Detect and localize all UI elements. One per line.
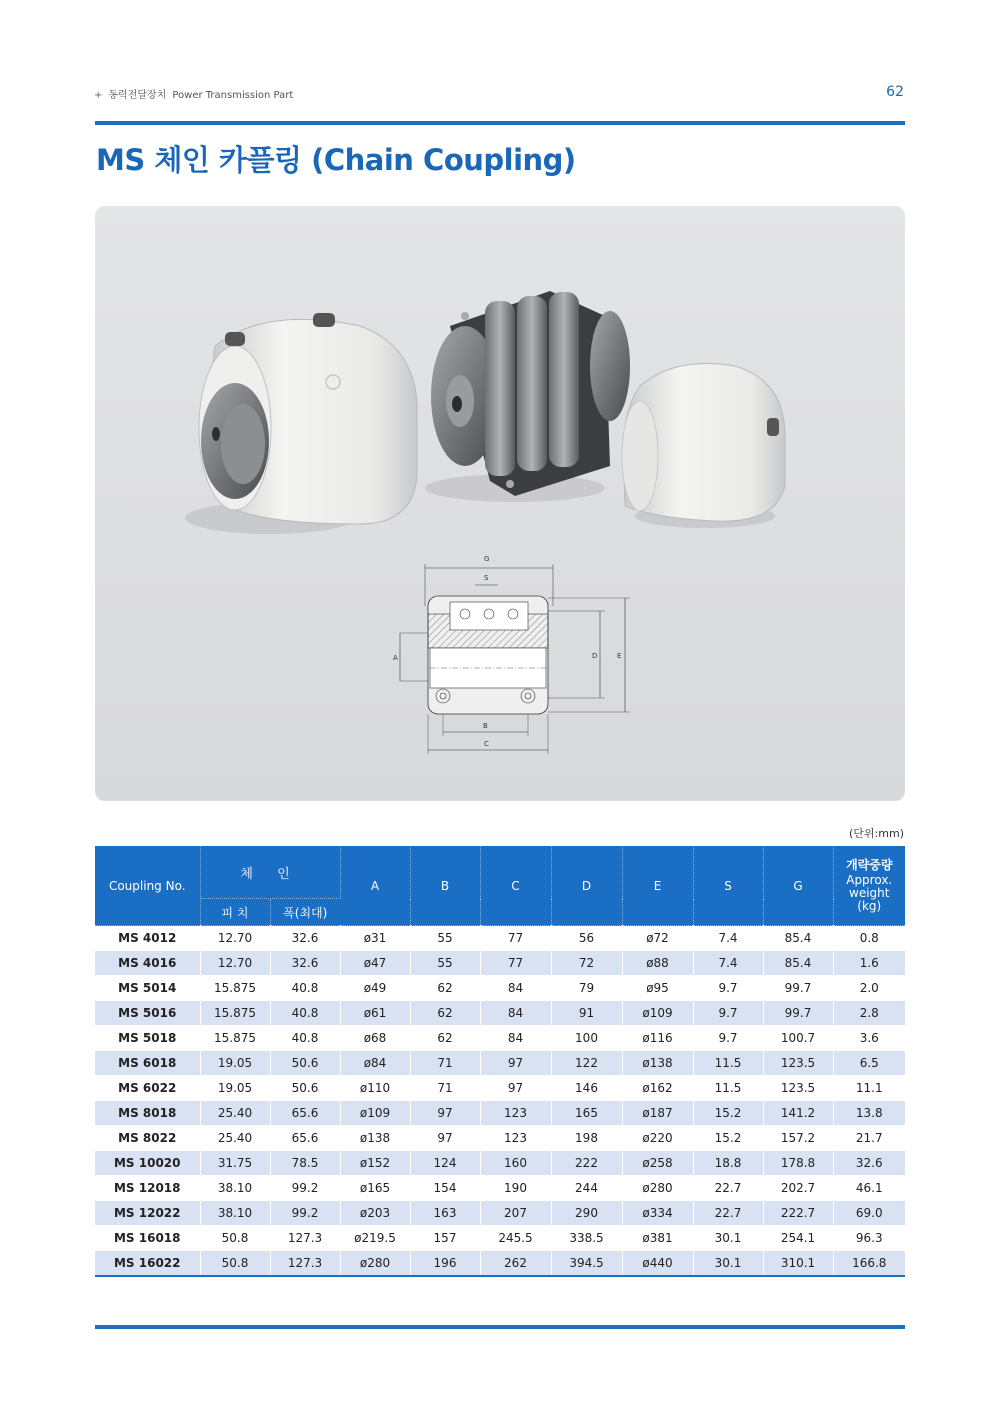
cell-pitch: 15.875 <box>200 1001 270 1026</box>
cell-a: ø31 <box>340 926 410 951</box>
cell-c: 97 <box>480 1051 551 1076</box>
cell-weight: 0.8 <box>833 926 905 951</box>
table-row <box>95 1201 905 1226</box>
cell-s: 30.1 <box>693 1226 763 1251</box>
cell-a: ø109 <box>340 1101 410 1126</box>
cell-g: 202.7 <box>763 1176 833 1201</box>
page-number: 62 <box>886 84 904 100</box>
header-c: C <box>480 846 551 926</box>
cell-b: 97 <box>410 1101 480 1126</box>
cell-s: 22.7 <box>693 1176 763 1201</box>
cell-b: 196 <box>410 1251 480 1277</box>
cell-model: MS 8018 <box>95 1101 200 1126</box>
top-rule <box>95 121 905 125</box>
cell-s: 7.4 <box>693 951 763 976</box>
cell-pitch: 19.05 <box>200 1051 270 1076</box>
cell-model: MS 12022 <box>95 1201 200 1226</box>
cell-c: 207 <box>480 1201 551 1226</box>
cell-e: ø138 <box>622 1051 693 1076</box>
cell-pitch: 50.8 <box>200 1226 270 1251</box>
cell-weight: 46.1 <box>833 1176 905 1201</box>
cell-c: 190 <box>480 1176 551 1201</box>
cell-c: 262 <box>480 1251 551 1277</box>
plus-icon: + <box>94 90 103 101</box>
cell-weight: 166.8 <box>833 1251 905 1277</box>
cell-model: MS 5014 <box>95 976 200 1001</box>
cell-d: 146 <box>551 1076 622 1101</box>
unit-note: (단위:mm) <box>849 827 904 840</box>
cell-c: 84 <box>480 1026 551 1051</box>
cell-pitch: 15.875 <box>200 1026 270 1051</box>
cell-weight: 96.3 <box>833 1226 905 1251</box>
cell-s: 15.2 <box>693 1126 763 1151</box>
cell-s: 30.1 <box>693 1251 763 1277</box>
label-g: G <box>484 555 490 563</box>
cell-b: 62 <box>410 976 480 1001</box>
cell-b: 55 <box>410 926 480 951</box>
cell-s: 15.2 <box>693 1101 763 1126</box>
header-pitch: 피 치 <box>200 899 270 926</box>
cell-b: 163 <box>410 1201 480 1226</box>
cell-g: 99.7 <box>763 1001 833 1026</box>
cell-weight: 3.6 <box>833 1026 905 1051</box>
cell-model: MS 5016 <box>95 1001 200 1026</box>
cell-d: 91 <box>551 1001 622 1026</box>
label-d: D <box>592 652 598 660</box>
cell-b: 97 <box>410 1126 480 1151</box>
cell-d: 290 <box>551 1201 622 1226</box>
cell-width: 40.8 <box>270 976 340 1001</box>
cell-g: 141.2 <box>763 1101 833 1126</box>
cell-b: 71 <box>410 1051 480 1076</box>
header-a: A <box>340 846 410 926</box>
cell-width: 127.3 <box>270 1226 340 1251</box>
cell-a: ø138 <box>340 1126 410 1151</box>
cell-d: 198 <box>551 1126 622 1151</box>
cell-pitch: 12.70 <box>200 926 270 951</box>
cell-g: 178.8 <box>763 1151 833 1176</box>
cell-a: ø152 <box>340 1151 410 1176</box>
cell-c: 160 <box>480 1151 551 1176</box>
cell-g: 99.7 <box>763 976 833 1001</box>
cell-pitch: 19.05 <box>200 1076 270 1101</box>
label-a: A <box>393 654 398 662</box>
cell-model: MS 12018 <box>95 1176 200 1201</box>
header-b: B <box>410 846 480 926</box>
cell-a: ø110 <box>340 1076 410 1101</box>
cover-half-photo <box>622 364 785 529</box>
cell-b: 62 <box>410 1026 480 1051</box>
cell-a: ø219.5 <box>340 1226 410 1251</box>
cell-c: 84 <box>480 1001 551 1026</box>
cell-s: 9.7 <box>693 976 763 1001</box>
table-row <box>95 1001 905 1026</box>
header-weight-approx: Approx. <box>846 872 893 887</box>
cell-pitch: 25.40 <box>200 1101 270 1126</box>
cell-c: 123 <box>480 1101 551 1126</box>
cell-width: 50.6 <box>270 1076 340 1101</box>
cell-g: 310.1 <box>763 1251 833 1277</box>
cell-e: ø88 <box>622 951 693 976</box>
cell-e: ø109 <box>622 1001 693 1026</box>
table-row <box>95 1126 905 1151</box>
header-width: 폭(최대) <box>270 899 340 926</box>
bottom-rule <box>95 1325 905 1329</box>
cell-e: ø95 <box>622 976 693 1001</box>
spec-table <box>95 846 905 1277</box>
cell-a: ø84 <box>340 1051 410 1076</box>
cell-a: ø68 <box>340 1026 410 1051</box>
cell-e: ø381 <box>622 1226 693 1251</box>
table-row <box>95 1251 905 1277</box>
cell-e: ø72 <box>622 926 693 951</box>
cell-d: 338.5 <box>551 1226 622 1251</box>
cell-pitch: 38.10 <box>200 1201 270 1226</box>
header-e: E <box>622 846 693 926</box>
table-row <box>95 1151 905 1176</box>
assembled-coupling-photo <box>185 313 417 534</box>
cell-model: MS 6022 <box>95 1076 200 1101</box>
spec-table-body <box>95 926 905 1277</box>
table-row <box>95 976 905 1001</box>
category-korean: 동력전달장치 <box>108 90 167 101</box>
cell-a: ø165 <box>340 1176 410 1201</box>
cell-g: 85.4 <box>763 926 833 951</box>
cell-d: 122 <box>551 1051 622 1076</box>
cell-b: 124 <box>410 1151 480 1176</box>
header-g: G <box>763 846 833 926</box>
cell-width: 78.5 <box>270 1151 340 1176</box>
cell-model: MS 10020 <box>95 1151 200 1176</box>
cell-width: 99.2 <box>270 1201 340 1226</box>
cell-s: 22.7 <box>693 1201 763 1226</box>
cell-model: MS 8022 <box>95 1126 200 1151</box>
cell-g: 123.5 <box>763 1051 833 1076</box>
cell-s: 11.5 <box>693 1051 763 1076</box>
cell-g: 157.2 <box>763 1126 833 1151</box>
cell-width: 40.8 <box>270 1001 340 1026</box>
table-row <box>95 1076 905 1101</box>
cell-width: 65.6 <box>270 1101 340 1126</box>
cell-s: 9.7 <box>693 1001 763 1026</box>
cell-s: 18.8 <box>693 1151 763 1176</box>
cell-model: MS 16022 <box>95 1251 200 1277</box>
cell-b: 55 <box>410 951 480 976</box>
cell-weight: 69.0 <box>833 1201 905 1226</box>
cell-width: 32.6 <box>270 926 340 951</box>
page-title: MS 체인 카플링 (Chain Coupling) <box>96 143 576 177</box>
cell-g: 123.5 <box>763 1076 833 1101</box>
category-english: Power Transmission Part <box>172 90 294 101</box>
cell-pitch: 12.70 <box>200 951 270 976</box>
cell-width: 99.2 <box>270 1176 340 1201</box>
dimension-drawing <box>393 555 630 754</box>
product-photo-panel <box>95 206 905 801</box>
table-row <box>95 1051 905 1076</box>
header-coupling-no: Coupling No. <box>95 846 200 926</box>
cell-width: 50.6 <box>270 1051 340 1076</box>
cell-g: 85.4 <box>763 951 833 976</box>
header-weight-korean: 개략중량 <box>846 857 893 872</box>
cell-pitch: 38.10 <box>200 1176 270 1201</box>
header-s: S <box>693 846 763 926</box>
table-row <box>95 1026 905 1051</box>
cell-model: MS 4016 <box>95 951 200 976</box>
label-e: E <box>617 652 622 660</box>
cell-b: 157 <box>410 1226 480 1251</box>
label-b: B <box>483 722 488 730</box>
cell-b: 71 <box>410 1076 480 1101</box>
cell-weight: 2.0 <box>833 976 905 1001</box>
cell-d: 100 <box>551 1026 622 1051</box>
cell-d: 56 <box>551 926 622 951</box>
cell-weight: 32.6 <box>833 1151 905 1176</box>
cell-weight: 13.8 <box>833 1101 905 1126</box>
cell-d: 244 <box>551 1176 622 1201</box>
cell-a: ø49 <box>340 976 410 1001</box>
cell-model: MS 4012 <box>95 926 200 951</box>
label-c: C <box>484 740 489 748</box>
cell-g: 254.1 <box>763 1226 833 1251</box>
header-chain: 체 인 <box>200 846 340 899</box>
table-row <box>95 951 905 976</box>
cell-model: MS 6018 <box>95 1051 200 1076</box>
cell-g: 222.7 <box>763 1201 833 1226</box>
cell-e: ø334 <box>622 1201 693 1226</box>
cell-width: 65.6 <box>270 1126 340 1151</box>
header-weight-word: weight <box>849 885 890 900</box>
header-weight <box>833 846 905 926</box>
cell-d: 394.5 <box>551 1251 622 1277</box>
cell-pitch: 31.75 <box>200 1151 270 1176</box>
cell-weight: 2.8 <box>833 1001 905 1026</box>
cell-width: 32.6 <box>270 951 340 976</box>
cell-c: 77 <box>480 951 551 976</box>
cell-d: 79 <box>551 976 622 1001</box>
cell-a: ø280 <box>340 1251 410 1277</box>
cell-weight: 21.7 <box>833 1126 905 1151</box>
cell-b: 62 <box>410 1001 480 1026</box>
cell-g: 100.7 <box>763 1026 833 1051</box>
cell-c: 84 <box>480 976 551 1001</box>
header-d: D <box>551 846 622 926</box>
cell-e: ø220 <box>622 1126 693 1151</box>
cell-s: 11.5 <box>693 1076 763 1101</box>
table-row <box>95 1226 905 1251</box>
label-s: S <box>484 574 489 582</box>
header-weight-unit: (kg) <box>857 898 882 913</box>
cell-weight: 1.6 <box>833 951 905 976</box>
cell-a: ø47 <box>340 951 410 976</box>
cell-e: ø162 <box>622 1076 693 1101</box>
cell-e: ø116 <box>622 1026 693 1051</box>
cell-model: MS 16018 <box>95 1226 200 1251</box>
cell-d: 165 <box>551 1101 622 1126</box>
cell-s: 9.7 <box>693 1026 763 1051</box>
cell-c: 97 <box>480 1076 551 1101</box>
cell-model: MS 5018 <box>95 1026 200 1051</box>
cell-e: ø258 <box>622 1151 693 1176</box>
table-row <box>95 926 905 951</box>
cell-a: ø61 <box>340 1001 410 1026</box>
cell-width: 40.8 <box>270 1026 340 1051</box>
cell-pitch: 25.40 <box>200 1126 270 1151</box>
cell-c: 245.5 <box>480 1226 551 1251</box>
cell-e: ø280 <box>622 1176 693 1201</box>
cell-pitch: 15.875 <box>200 976 270 1001</box>
cell-d: 72 <box>551 951 622 976</box>
table-row <box>95 1101 905 1126</box>
cell-s: 7.4 <box>693 926 763 951</box>
cell-pitch: 50.8 <box>200 1251 270 1277</box>
open-coupling-photo <box>425 291 630 502</box>
running-header <box>94 86 293 101</box>
cell-width: 127.3 <box>270 1251 340 1277</box>
cell-c: 123 <box>480 1126 551 1151</box>
cell-e: ø187 <box>622 1101 693 1126</box>
table-row <box>95 1176 905 1201</box>
cell-b: 154 <box>410 1176 480 1201</box>
cell-weight: 11.1 <box>833 1076 905 1101</box>
cell-c: 77 <box>480 926 551 951</box>
cell-e: ø440 <box>622 1251 693 1277</box>
cell-d: 222 <box>551 1151 622 1176</box>
cell-a: ø203 <box>340 1201 410 1226</box>
cell-weight: 6.5 <box>833 1051 905 1076</box>
